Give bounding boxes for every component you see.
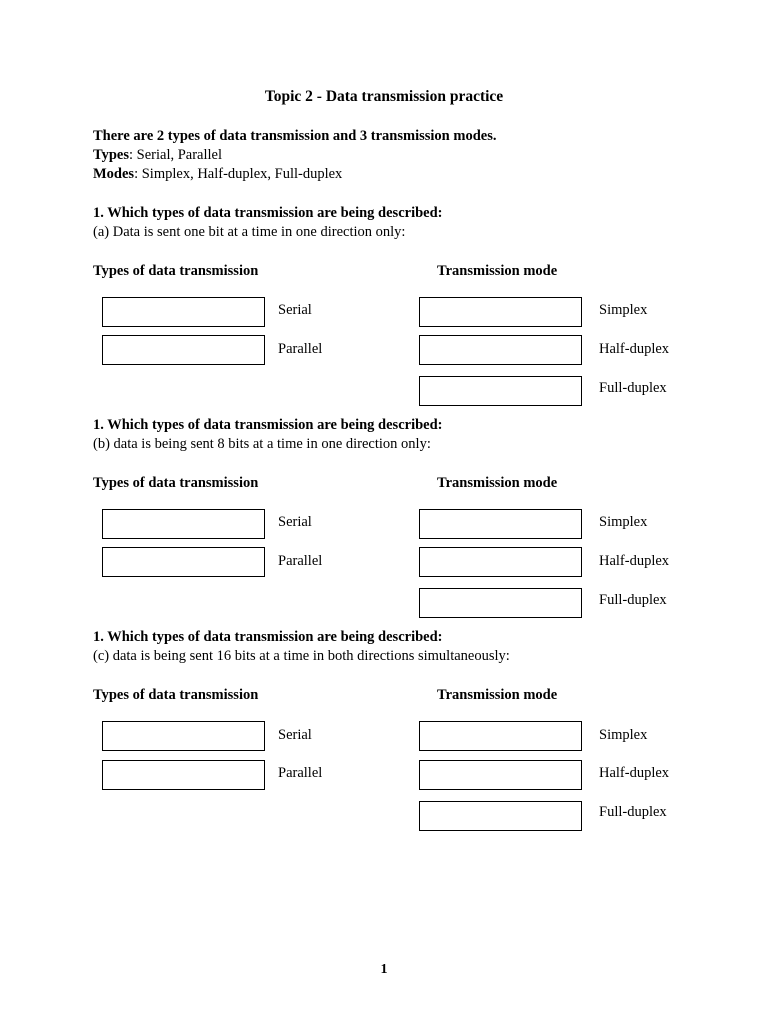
question-heading: 1. Which types of data transmission are being described: [93, 417, 443, 433]
types-line [93, 146, 496, 165]
serial-answer-box[interactable] [102, 297, 265, 327]
simplex-label: Simplex [599, 514, 648, 530]
question-text: (a) Data is sent one bit at a time in one direction only: [93, 224, 406, 240]
serial-answer-box[interactable] [102, 721, 265, 751]
simplex-answer-box[interactable] [419, 297, 582, 327]
page-number: 1 [380, 962, 388, 977]
intro-line: There are 2 types of data transmission and 3 transmission modes. [93, 128, 497, 144]
parallel-label: Parallel [278, 341, 323, 357]
question-text: (c) data is being sent 16 bits at a time in both directions simultaneously: [93, 648, 510, 664]
question-b-header [93, 416, 443, 454]
full-duplex-answer-box[interactable] [419, 588, 582, 618]
serial-answer-box[interactable] [102, 509, 265, 539]
mode-column-heading: Transmission mode [437, 475, 558, 491]
types-label: Types [93, 147, 129, 163]
intro-section [93, 127, 496, 184]
mode-column-heading: Transmission mode [437, 263, 558, 279]
mode-column-heading: Transmission mode [437, 687, 558, 703]
parallel-answer-box[interactable] [102, 760, 265, 790]
full-duplex-label: Full-duplex [599, 380, 667, 396]
simplex-label: Simplex [599, 302, 648, 318]
half-duplex-answer-box[interactable] [419, 547, 582, 577]
full-duplex-answer-box[interactable] [419, 376, 582, 406]
question-heading: 1. Which types of data transmission are being described: [93, 205, 443, 221]
full-duplex-answer-box[interactable] [419, 801, 582, 831]
simplex-label: Simplex [599, 727, 648, 743]
parallel-answer-box[interactable] [102, 335, 265, 365]
half-duplex-label: Half-duplex [599, 765, 670, 781]
half-duplex-answer-box[interactable] [419, 760, 582, 790]
parallel-answer-box[interactable] [102, 547, 265, 577]
parallel-label: Parallel [278, 765, 323, 781]
full-duplex-label: Full-duplex [599, 804, 667, 820]
types-value: : Serial, Parallel [129, 147, 223, 163]
types-column-heading: Types of data transmission [93, 263, 259, 279]
full-duplex-label: Full-duplex [599, 592, 667, 608]
types-column-heading: Types of data transmission [93, 475, 259, 491]
serial-label: Serial [278, 302, 312, 318]
parallel-label: Parallel [278, 553, 323, 569]
serial-label: Serial [278, 727, 312, 743]
modes-label: Modes [93, 166, 135, 182]
half-duplex-answer-box[interactable] [419, 335, 582, 365]
types-column-heading: Types of data transmission [93, 687, 259, 703]
modes-line [93, 165, 496, 184]
modes-value: : Simplex, Half-duplex, Full-duplex [134, 166, 343, 182]
question-c-header [93, 628, 510, 666]
simplex-answer-box[interactable] [419, 721, 582, 751]
question-text: (b) data is being sent 8 bits at a time in one direction only: [93, 436, 431, 452]
simplex-answer-box[interactable] [419, 509, 582, 539]
serial-label: Serial [278, 514, 312, 530]
half-duplex-label: Half-duplex [599, 553, 670, 569]
question-a-header [93, 204, 443, 242]
page-title: Topic 2 - Data transmission practice [264, 88, 504, 105]
question-heading: 1. Which types of data transmission are being described: [93, 629, 443, 645]
half-duplex-label: Half-duplex [599, 341, 670, 357]
